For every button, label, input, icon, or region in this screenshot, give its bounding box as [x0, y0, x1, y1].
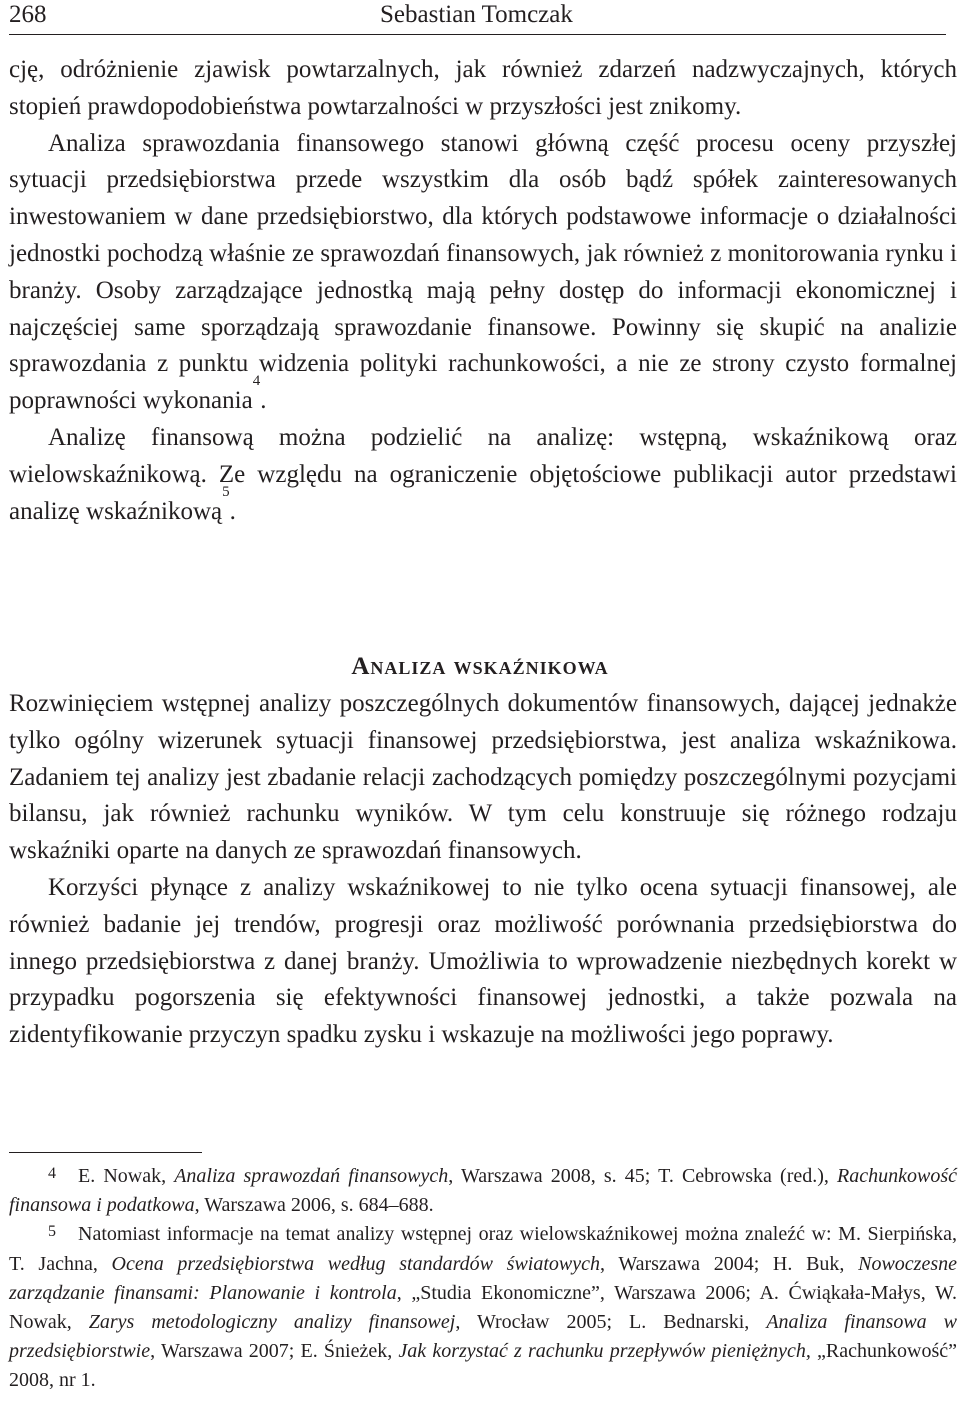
page-header: [9, 0, 946, 35]
footnote-title: Analiza sprawozdań finansowych: [174, 1165, 449, 1187]
footnote-text: , Warszawa 2007; E. Śnieżek,: [150, 1340, 399, 1363]
paragraph-text: Rozwinięciem wstępnej analizy poszczególnych dokumentów finansowych, dającej jednakże tylko ogólny wizerunek sytuacji finansowej przedsiębiorstwa, jest analiza wskaźnikowa. Zadaniem tej analizy jest zbadanie relacji zachodzących pomiędzy poszczególnymi pozycjami bilansu, jak również rachunku wyników. W tym celu konstruuje się różnego rodzaju wskaźniki oparte na danych ze sprawozdań finansowych.: [9, 690, 957, 865]
footnote-mark: 4: [48, 1165, 56, 1182]
footnote-title: Analiza finansowa w przedsiębiorstwie: [9, 1311, 957, 1363]
footnote-text: Natomiast informacje na temat analizy wstępnej oraz wielowskaźnikowej można znaleźć w: M. Sierpińska, T. Jachna,: [9, 1223, 957, 1275]
paragraph: [9, 420, 957, 530]
footnote: [9, 1220, 957, 1395]
page-number: 268: [9, 1, 47, 28]
body-text: [9, 52, 957, 530]
footnote-text: „Rachunkowość” 2008, nr 1.: [9, 1340, 957, 1392]
paragraph-text: cję, odróżnienie zjawisk powtarzalnych, jak również zdarzeń nadzwyczajnych, których stopień prawdopodobieństwa powtarzalności w przyszłości jest znikomy.: [9, 56, 957, 120]
footnote-ref[interactable]: 5: [222, 483, 230, 500]
footnote-separator: [9, 1152, 202, 1153]
paragraph-text: Analizę finansową można podzielić na analizę: wstępną, wskaźnikową oraz wielowskaźnikową. Ze względu na ograniczenie objętościowe publikacji autor przedstawi analizę wskaźnikową: [9, 423, 957, 525]
paragraph: [9, 870, 957, 1054]
paragraph-continued: [9, 52, 957, 126]
paragraph: [9, 126, 957, 420]
paragraph-text: Analiza sprawozdania finansowego stanowi główną część procesu oceny przyszłej sytuacji przedsiębiorstwa przede wszystkim dla osób bądź spółek zainteresowanych inwestowaniem w dane przedsiębiorstwo, dla których podstawowe informacje o działalności jednostki pochodzą właśnie ze sprawozdań finansowych, jak również z monitorowania rynku i branży. Osoby zarządzające jednostką mają pełny dostęp do informacji ekonomicznej i najczęściej same sporządzają sprawozdanie finansowe. Powinny się skupić na analizie sprawozdania z punktu widzenia polityki rachunkowości, a nie ze strony czysto formalnej poprawności wykonania: [9, 129, 957, 415]
footnote-text: , „Studia Ekonomiczne”, Warszawa 2006; A. Ćwiąkała-Małys, W. Nowak,: [9, 1281, 957, 1334]
footnote-text: , Warszawa 2004; H. Buk,: [600, 1252, 859, 1275]
section-heading: Analiza wskaźnikowa: [351, 653, 609, 680]
footnote-mark: 5: [48, 1223, 56, 1241]
paragraph-end: .: [260, 387, 267, 415]
footnote-text: , Warszawa 2006, s. 684–688.: [194, 1194, 434, 1217]
section-body: [9, 686, 957, 1054]
paragraph-end: .: [229, 497, 236, 525]
footnote-text: E. Nowak,: [78, 1165, 175, 1187]
footnote-ref[interactable]: 4: [252, 373, 261, 390]
footnote-title: Rachunkowość finansowa i podatkowa: [9, 1165, 958, 1217]
running-head: Sebastian Tomczak: [380, 1, 573, 28]
footnote-title: Zarys metodologiczny analizy finansowej: [88, 1311, 456, 1334]
footnotes: [9, 1162, 957, 1396]
footnote-title: Nowoczesne zarządzanie finansami: Planowanie i kontrola: [9, 1252, 957, 1304]
paragraph-text: Korzyści płynące z analizy wskaźnikowej to nie tylko ocena sytuacji finansowej, ale również badanie jej trendów, progresji oraz możliwość porównania przedsiębiorstwa do innego przedsiębiorstwa z danej branży. Umożliwia to wprowadzenie niezbędnych korekt w przypadku pogorszenia się efektywności finansowej jednostki, a także pozwala na zidentyfikowanie przyczyn spadku zysku i wskazuje na możliwości jego poprawy.: [9, 873, 957, 1049]
footnote-text: , Wrocław 2005; L. Bednarski,: [455, 1311, 767, 1334]
footnote-title: Ocena przedsiębiorstwa według standardów światowych: [111, 1252, 600, 1275]
paragraph: [9, 686, 957, 870]
footnote-title: Jak korzystać z rachunku przepływów pieniężnych,: [398, 1340, 811, 1363]
footnote-text: , Warszawa 2008, s. 45; T. Cebrowska (red.),: [448, 1165, 838, 1187]
footnote: [9, 1162, 957, 1220]
